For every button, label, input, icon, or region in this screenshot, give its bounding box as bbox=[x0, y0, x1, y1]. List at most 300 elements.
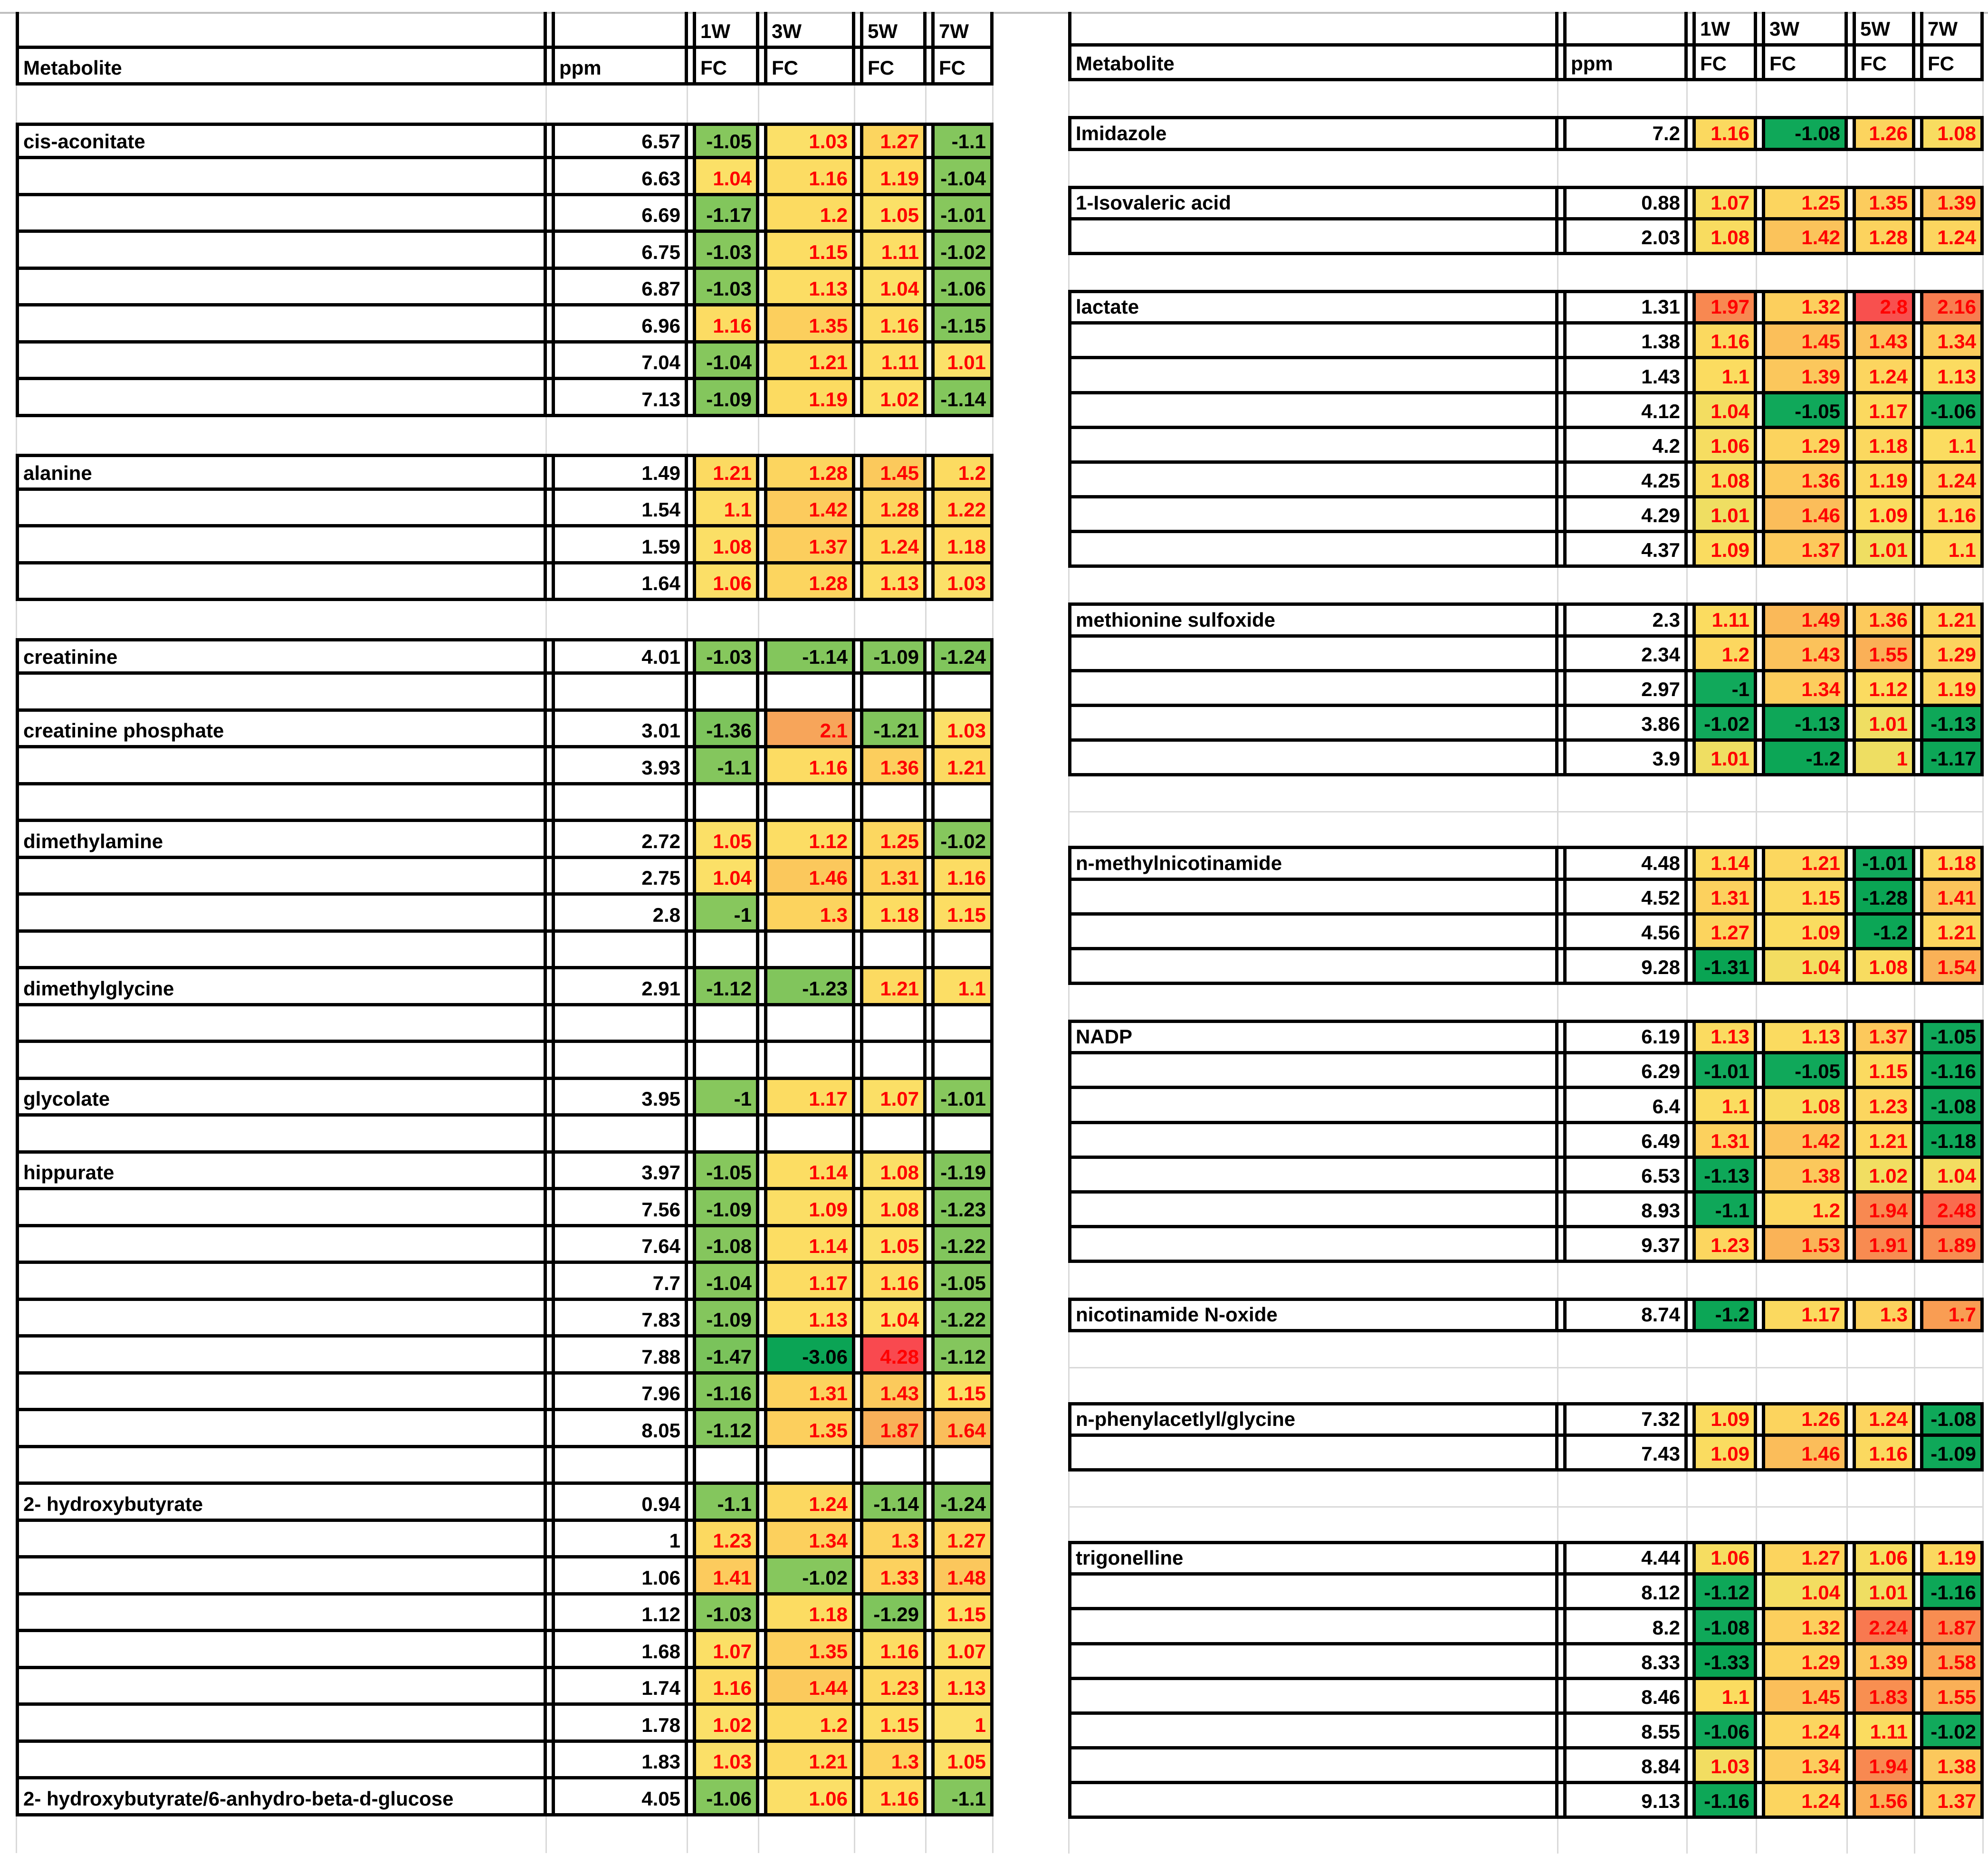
empty-cell[interactable] bbox=[1762, 81, 1848, 116]
fc-cell[interactable]: 1.01 bbox=[1853, 533, 1915, 564]
empty-cell[interactable] bbox=[693, 785, 759, 819]
fc-cell[interactable]: 1.37 bbox=[1853, 1023, 1915, 1051]
empty-cell[interactable] bbox=[931, 675, 994, 708]
metabolite-cell[interactable] bbox=[1068, 1437, 1558, 1468]
fc-cell[interactable]: 1.42 bbox=[1762, 220, 1848, 252]
empty-cell[interactable] bbox=[1762, 1819, 1848, 1854]
fc-cell[interactable]: 1.09 bbox=[1692, 533, 1757, 564]
fc-cell[interactable]: 1.09 bbox=[764, 1190, 855, 1224]
fc-cell[interactable]: 1.01 bbox=[1692, 742, 1757, 773]
ppm-cell[interactable]: 4.48 bbox=[1563, 849, 1688, 877]
empty-cell[interactable] bbox=[764, 1043, 855, 1077]
fc-cell[interactable]: -1.01 bbox=[1692, 1054, 1757, 1086]
fc-cell[interactable]: 1.11 bbox=[1853, 1715, 1915, 1746]
fc-cell[interactable]: 1.16 bbox=[931, 859, 994, 893]
ppm-cell[interactable]: 1 bbox=[552, 1522, 688, 1556]
empty-cell[interactable] bbox=[860, 1117, 927, 1150]
fc-cell[interactable]: 1.04 bbox=[1762, 1576, 1848, 1607]
ppm-cell[interactable]: 4.25 bbox=[1563, 464, 1688, 495]
fc-cell[interactable]: 1.16 bbox=[860, 1264, 927, 1298]
fc-cell[interactable]: -1.31 bbox=[1692, 950, 1757, 982]
fc-cell[interactable]: 1.09 bbox=[1692, 1437, 1757, 1468]
empty-cell[interactable] bbox=[1920, 1819, 1984, 1854]
fc-cell[interactable]: -1.23 bbox=[764, 969, 855, 1003]
fc-cell[interactable]: 1.08 bbox=[1692, 220, 1757, 252]
metabolite-cell[interactable] bbox=[1068, 394, 1558, 426]
empty-cell[interactable] bbox=[1853, 1819, 1915, 1854]
metabolite-cell[interactable] bbox=[1068, 1228, 1558, 1260]
fc-cell[interactable]: 2.1 bbox=[764, 712, 855, 745]
empty-cell[interactable] bbox=[552, 86, 688, 123]
empty-cell[interactable] bbox=[1563, 1368, 1688, 1402]
empty-cell[interactable] bbox=[1563, 1508, 1688, 1541]
ppm-cell[interactable]: 8.46 bbox=[1563, 1680, 1688, 1711]
fc-cell[interactable]: 1.13 bbox=[1762, 1023, 1848, 1051]
metabolite-header-spacer-cell[interactable] bbox=[16, 12, 547, 46]
fc-cell[interactable]: 1.3 bbox=[860, 1743, 927, 1777]
ppm-cell[interactable]: 7.96 bbox=[552, 1375, 688, 1408]
metabolite-cell[interactable] bbox=[1068, 359, 1558, 391]
empty-cell[interactable] bbox=[1853, 1508, 1915, 1541]
fc-cell[interactable]: 1.27 bbox=[1692, 916, 1757, 947]
ppm-cell[interactable]: 6.69 bbox=[552, 196, 688, 230]
metabolite-cell[interactable] bbox=[16, 748, 547, 782]
fc-cell[interactable]: -1.12 bbox=[693, 1411, 759, 1445]
empty-cell[interactable] bbox=[693, 417, 759, 454]
fc-cell[interactable]: -1.36 bbox=[693, 712, 759, 745]
empty-cell[interactable] bbox=[1762, 151, 1848, 186]
metabolite-cell[interactable] bbox=[1068, 1645, 1558, 1677]
ppm-cell[interactable]: 6.19 bbox=[1563, 1023, 1688, 1051]
empty-cell[interactable] bbox=[1563, 255, 1688, 290]
metabolite-cell[interactable] bbox=[1068, 1749, 1558, 1781]
empty-cell[interactable] bbox=[552, 1816, 688, 1854]
fc-cell[interactable]: 1.24 bbox=[860, 527, 927, 561]
fc-cell[interactable]: -1.12 bbox=[693, 969, 759, 1003]
empty-cell[interactable] bbox=[1068, 568, 1558, 602]
fc-cell[interactable]: 1.21 bbox=[1920, 606, 1984, 634]
empty-cell[interactable] bbox=[1692, 568, 1757, 602]
fc-cell[interactable]: 1.13 bbox=[764, 1301, 855, 1335]
fc-cell[interactable]: 1.21 bbox=[693, 457, 759, 487]
fc-cell[interactable]: -1.2 bbox=[1853, 916, 1915, 947]
metabolite-cell[interactable] bbox=[16, 1596, 547, 1629]
empty-cell[interactable] bbox=[1853, 1472, 1915, 1506]
fc-cell[interactable]: 1.43 bbox=[1762, 638, 1848, 669]
metabolite-cell[interactable] bbox=[16, 1522, 547, 1556]
fc-cell[interactable]: 1.16 bbox=[860, 306, 927, 340]
fc-cell[interactable]: 1.21 bbox=[931, 748, 994, 782]
empty-cell[interactable] bbox=[1762, 1263, 1848, 1298]
fc-cell[interactable]: 1.11 bbox=[1692, 606, 1757, 634]
ppm-cell[interactable]: 2.8 bbox=[552, 896, 688, 929]
ppm-cell[interactable]: 8.84 bbox=[1563, 1749, 1688, 1781]
empty-cell[interactable] bbox=[1068, 81, 1558, 116]
fc-cell[interactable]: 1.35 bbox=[764, 1632, 855, 1666]
empty-cell[interactable] bbox=[16, 675, 547, 708]
fc-cell[interactable]: -1.09 bbox=[693, 1190, 759, 1224]
fc-cell[interactable]: 1.21 bbox=[1920, 916, 1984, 947]
week-header-cell[interactable]: 3W bbox=[1762, 12, 1848, 43]
fc-cell[interactable]: 1.38 bbox=[1762, 1159, 1848, 1190]
fc-cell[interactable]: 1.31 bbox=[1692, 881, 1757, 912]
ppm-cell[interactable]: 3.93 bbox=[552, 748, 688, 782]
fc-cell[interactable]: -1.17 bbox=[1920, 742, 1984, 773]
fc-cell[interactable]: -1.1 bbox=[931, 1779, 994, 1813]
empty-cell[interactable] bbox=[693, 933, 759, 966]
fc-cell[interactable]: 1.04 bbox=[693, 159, 759, 193]
fc-cell[interactable]: -1.05 bbox=[693, 126, 759, 156]
empty-cell[interactable] bbox=[764, 1006, 855, 1040]
fc-cell[interactable]: 1.28 bbox=[860, 491, 927, 525]
fc-cell[interactable]: 1.31 bbox=[1692, 1124, 1757, 1156]
fc-cell[interactable]: 1.02 bbox=[860, 380, 927, 414]
fc-header-cell[interactable]: FC bbox=[1692, 47, 1757, 78]
ppm-cell[interactable]: 7.04 bbox=[552, 344, 688, 377]
metabolite-cell[interactable]: creatinine phosphate bbox=[16, 712, 547, 745]
fc-header-cell[interactable]: FC bbox=[764, 49, 855, 83]
empty-cell[interactable] bbox=[693, 1816, 759, 1854]
empty-cell[interactable] bbox=[931, 601, 994, 638]
fc-cell[interactable]: 1.28 bbox=[1853, 220, 1915, 252]
fc-cell[interactable]: -1.18 bbox=[1920, 1124, 1984, 1156]
fc-cell[interactable]: 1.01 bbox=[1853, 707, 1915, 738]
metabolite-cell[interactable]: dimethylamine bbox=[16, 822, 547, 856]
fc-cell[interactable]: 1.87 bbox=[1920, 1610, 1984, 1642]
metabolite-cell[interactable]: hippurate bbox=[16, 1154, 547, 1187]
fc-cell[interactable]: 1.08 bbox=[693, 527, 759, 561]
empty-cell[interactable] bbox=[860, 675, 927, 708]
ppm-cell[interactable]: 1.83 bbox=[552, 1743, 688, 1777]
fc-cell[interactable]: 1.27 bbox=[1762, 1544, 1848, 1572]
fc-cell[interactable]: 1.28 bbox=[764, 457, 855, 487]
fc-cell[interactable]: -1 bbox=[693, 1080, 759, 1114]
fc-cell[interactable]: 1.41 bbox=[693, 1558, 759, 1592]
metabolite-cell[interactable] bbox=[16, 527, 547, 561]
empty-cell[interactable] bbox=[1068, 776, 1558, 811]
fc-cell[interactable]: 1.42 bbox=[1762, 1124, 1848, 1156]
ppm-cell[interactable]: 8.55 bbox=[1563, 1715, 1688, 1746]
empty-cell[interactable] bbox=[693, 1006, 759, 1040]
fc-cell[interactable]: -1.24 bbox=[931, 641, 994, 672]
fc-cell[interactable]: 1.09 bbox=[1853, 498, 1915, 530]
fc-cell[interactable]: 1.48 bbox=[931, 1558, 994, 1592]
empty-cell[interactable] bbox=[764, 601, 855, 638]
fc-cell[interactable]: 2.24 bbox=[1853, 1610, 1915, 1642]
fc-cell[interactable]: 1.16 bbox=[693, 306, 759, 340]
fc-cell[interactable]: 1.91 bbox=[1853, 1228, 1915, 1260]
fc-cell[interactable]: 1.32 bbox=[1762, 293, 1848, 321]
metabolite-cell[interactable] bbox=[1068, 1054, 1558, 1086]
ppm-cell[interactable]: 3.95 bbox=[552, 1080, 688, 1114]
fc-cell[interactable]: 1.13 bbox=[860, 564, 927, 598]
empty-cell[interactable] bbox=[1762, 1472, 1848, 1506]
empty-cell[interactable] bbox=[693, 86, 759, 123]
empty-cell[interactable] bbox=[931, 1043, 994, 1077]
fc-cell[interactable]: -1.33 bbox=[1692, 1645, 1757, 1677]
fc-cell[interactable]: 1.38 bbox=[1920, 1749, 1984, 1781]
empty-cell[interactable] bbox=[860, 785, 927, 819]
empty-cell[interactable] bbox=[860, 1043, 927, 1077]
empty-cell[interactable] bbox=[1762, 776, 1848, 811]
empty-cell[interactable] bbox=[1563, 1472, 1688, 1506]
empty-cell[interactable] bbox=[552, 675, 688, 708]
empty-cell[interactable] bbox=[16, 86, 547, 123]
empty-cell[interactable] bbox=[764, 86, 855, 123]
ppm-cell[interactable]: 1.64 bbox=[552, 564, 688, 598]
empty-cell[interactable] bbox=[1920, 812, 1984, 846]
empty-cell[interactable] bbox=[16, 601, 547, 638]
empty-cell[interactable] bbox=[1692, 255, 1757, 290]
ppm-cell[interactable]: 8.2 bbox=[1563, 1610, 1688, 1642]
fc-cell[interactable]: -1.19 bbox=[931, 1154, 994, 1187]
fc-cell[interactable]: 1.53 bbox=[1762, 1228, 1848, 1260]
ppm-cell[interactable]: 8.74 bbox=[1563, 1301, 1688, 1329]
empty-cell[interactable] bbox=[1563, 776, 1688, 811]
metabolite-cell[interactable] bbox=[16, 859, 547, 893]
metabolite-cell[interactable] bbox=[16, 1669, 547, 1703]
fc-cell[interactable]: 1.15 bbox=[931, 896, 994, 929]
fc-cell[interactable]: 1.45 bbox=[860, 457, 927, 487]
fc-cell[interactable]: -1.28 bbox=[1853, 881, 1915, 912]
empty-cell[interactable] bbox=[1563, 985, 1688, 1020]
empty-cell[interactable] bbox=[931, 785, 994, 819]
metabolite-cell[interactable]: creatinine bbox=[16, 641, 547, 672]
empty-cell[interactable] bbox=[1068, 1263, 1558, 1298]
fc-header-cell[interactable]: FC bbox=[693, 49, 759, 83]
fc-cell[interactable]: -1.13 bbox=[1762, 707, 1848, 738]
fc-cell[interactable]: -1.09 bbox=[860, 641, 927, 672]
empty-cell[interactable] bbox=[931, 1448, 994, 1482]
week-header-cell[interactable]: 3W bbox=[764, 12, 855, 46]
fc-cell[interactable]: 1.1 bbox=[931, 969, 994, 1003]
fc-cell[interactable]: 1.06 bbox=[1692, 1544, 1757, 1572]
fc-cell[interactable]: -1.05 bbox=[931, 1264, 994, 1298]
fc-cell[interactable]: 1.34 bbox=[1762, 672, 1848, 704]
fc-cell[interactable]: 1.37 bbox=[1762, 533, 1848, 564]
empty-cell[interactable] bbox=[1563, 1819, 1688, 1854]
fc-cell[interactable]: -1.22 bbox=[931, 1301, 994, 1335]
empty-cell[interactable] bbox=[552, 785, 688, 819]
fc-cell[interactable]: 1.13 bbox=[764, 270, 855, 304]
fc-cell[interactable]: -1.21 bbox=[860, 712, 927, 745]
empty-cell[interactable] bbox=[1692, 1332, 1757, 1367]
metabolite-cell[interactable] bbox=[1068, 672, 1558, 704]
fc-cell[interactable]: 1.46 bbox=[764, 859, 855, 893]
fc-cell[interactable]: 1.26 bbox=[1762, 1405, 1848, 1434]
fc-cell[interactable]: 1.13 bbox=[931, 1669, 994, 1703]
metabolite-cell[interactable]: NADP bbox=[1068, 1023, 1558, 1051]
empty-cell[interactable] bbox=[860, 86, 927, 123]
metabolite-cell[interactable] bbox=[1068, 1610, 1558, 1642]
fc-cell[interactable]: 1.21 bbox=[764, 1743, 855, 1777]
fc-cell[interactable]: 1.16 bbox=[860, 1632, 927, 1666]
metabolite-cell[interactable] bbox=[16, 1743, 547, 1777]
fc-cell[interactable]: 1.94 bbox=[1853, 1194, 1915, 1225]
metabolite-cell[interactable] bbox=[1068, 464, 1558, 495]
fc-cell[interactable]: 1.24 bbox=[1920, 220, 1984, 252]
ppm-header-cell[interactable]: ppm bbox=[552, 49, 688, 83]
metabolite-cell[interactable] bbox=[16, 1264, 547, 1298]
empty-cell[interactable] bbox=[1563, 151, 1688, 186]
fc-cell[interactable]: -1.22 bbox=[931, 1227, 994, 1261]
fc-cell[interactable]: 1.27 bbox=[931, 1522, 994, 1556]
fc-cell[interactable]: 1.36 bbox=[1853, 606, 1915, 634]
fc-cell[interactable]: 1.1 bbox=[1692, 1680, 1757, 1711]
metabolite-cell[interactable]: dimethylglycine bbox=[16, 969, 547, 1003]
metabolite-cell[interactable] bbox=[1068, 638, 1558, 669]
fc-cell[interactable]: 1.2 bbox=[1692, 638, 1757, 669]
fc-cell[interactable]: 1.2 bbox=[764, 196, 855, 230]
fc-cell[interactable]: 1.21 bbox=[1762, 849, 1848, 877]
fc-cell[interactable]: 1.03 bbox=[931, 712, 994, 745]
fc-cell[interactable]: 1.45 bbox=[1762, 325, 1848, 356]
fc-cell[interactable]: 1.35 bbox=[764, 1411, 855, 1445]
empty-cell[interactable] bbox=[1920, 1368, 1984, 1402]
fc-cell[interactable]: 1.13 bbox=[1692, 1023, 1757, 1051]
ppm-cell[interactable]: 1.43 bbox=[1563, 359, 1688, 391]
ppm-cell[interactable]: 6.4 bbox=[1563, 1089, 1688, 1120]
fc-cell[interactable]: 1.17 bbox=[764, 1264, 855, 1298]
ppm-cell[interactable]: 6.96 bbox=[552, 306, 688, 340]
metabolite-cell[interactable] bbox=[1068, 707, 1558, 738]
empty-cell[interactable] bbox=[931, 417, 994, 454]
ppm-cell[interactable]: 8.12 bbox=[1563, 1576, 1688, 1607]
empty-cell[interactable] bbox=[1068, 255, 1558, 290]
empty-cell[interactable] bbox=[1762, 985, 1848, 1020]
empty-cell[interactable] bbox=[552, 1117, 688, 1150]
fc-header-cell[interactable]: FC bbox=[860, 49, 927, 83]
fc-cell[interactable]: 1.15 bbox=[1853, 1054, 1915, 1086]
fc-cell[interactable]: -1.03 bbox=[693, 233, 759, 267]
ppm-cell[interactable]: 8.33 bbox=[1563, 1645, 1688, 1677]
fc-cell[interactable]: 1.83 bbox=[1853, 1680, 1915, 1711]
fc-cell[interactable]: 1.97 bbox=[1692, 293, 1757, 321]
fc-cell[interactable]: -1.03 bbox=[693, 270, 759, 304]
ppm-cell[interactable]: 2.97 bbox=[1563, 672, 1688, 704]
fc-header-cell[interactable]: FC bbox=[1762, 47, 1848, 78]
fc-cell[interactable]: -3.06 bbox=[764, 1338, 855, 1371]
fc-cell[interactable]: 1.49 bbox=[1762, 606, 1848, 634]
ppm-cell[interactable]: 7.88 bbox=[552, 1338, 688, 1371]
ppm-cell[interactable]: 9.13 bbox=[1563, 1784, 1688, 1816]
empty-cell[interactable] bbox=[693, 1117, 759, 1150]
fc-cell[interactable]: 1.01 bbox=[931, 344, 994, 377]
empty-cell[interactable] bbox=[931, 1117, 994, 1150]
fc-cell[interactable]: -1.16 bbox=[1692, 1784, 1757, 1816]
metabolite-cell[interactable] bbox=[16, 196, 547, 230]
empty-cell[interactable] bbox=[931, 1816, 994, 1854]
ppm-cell[interactable]: 7.2 bbox=[1563, 119, 1688, 147]
empty-cell[interactable] bbox=[16, 933, 547, 966]
fc-cell[interactable]: -1.05 bbox=[1762, 394, 1848, 426]
empty-cell[interactable] bbox=[860, 1006, 927, 1040]
metabolite-cell[interactable] bbox=[16, 1375, 547, 1408]
fc-cell[interactable]: -1.06 bbox=[931, 270, 994, 304]
fc-cell[interactable]: 1.31 bbox=[860, 859, 927, 893]
fc-cell[interactable]: 1.08 bbox=[1920, 119, 1984, 147]
ppm-cell[interactable]: 7.43 bbox=[1563, 1437, 1688, 1468]
ppm-cell[interactable]: 6.87 bbox=[552, 270, 688, 304]
fc-cell[interactable]: -1.08 bbox=[1692, 1610, 1757, 1642]
empty-cell[interactable] bbox=[16, 1117, 547, 1150]
fc-cell[interactable]: 1.46 bbox=[1762, 1437, 1848, 1468]
fc-cell[interactable]: 1.09 bbox=[1762, 916, 1848, 947]
ppm-cell[interactable]: 2.3 bbox=[1563, 606, 1688, 634]
week-header-cell[interactable]: 7W bbox=[931, 12, 994, 46]
fc-cell[interactable]: 1.55 bbox=[1920, 1680, 1984, 1711]
empty-cell[interactable] bbox=[1853, 812, 1915, 846]
empty-cell[interactable] bbox=[1920, 776, 1984, 811]
metabolite-cell[interactable] bbox=[16, 1632, 547, 1666]
ppm-cell[interactable]: 9.28 bbox=[1563, 950, 1688, 982]
metabolite-cell[interactable] bbox=[16, 233, 547, 267]
fc-cell[interactable]: 1.09 bbox=[1692, 1405, 1757, 1434]
fc-cell[interactable]: -1.13 bbox=[1692, 1159, 1757, 1190]
ppm-cell[interactable]: 7.83 bbox=[552, 1301, 688, 1335]
ppm-cell[interactable]: 6.49 bbox=[1563, 1124, 1688, 1156]
metabolite-cell[interactable] bbox=[1068, 498, 1558, 530]
ppm-cell[interactable]: 1.49 bbox=[552, 457, 688, 487]
fc-cell[interactable]: 1.19 bbox=[860, 159, 927, 193]
fc-cell[interactable]: 4.28 bbox=[860, 1338, 927, 1371]
fc-cell[interactable]: 1.1 bbox=[1692, 1089, 1757, 1120]
fc-cell[interactable]: 1.01 bbox=[1692, 498, 1757, 530]
fc-cell[interactable]: -1.1 bbox=[693, 748, 759, 782]
fc-cell[interactable]: 1.3 bbox=[860, 1522, 927, 1556]
fc-cell[interactable]: 1.18 bbox=[1920, 849, 1984, 877]
fc-cell[interactable]: 1.58 bbox=[1920, 1645, 1984, 1677]
metabolite-cell[interactable]: n-phenylacetlyl/glycine bbox=[1068, 1405, 1558, 1434]
ppm-cell[interactable]: 1.38 bbox=[1563, 325, 1688, 356]
fc-cell[interactable]: 1.16 bbox=[693, 1669, 759, 1703]
metabolite-cell[interactable]: alanine bbox=[16, 457, 547, 487]
fc-cell[interactable]: 1.1 bbox=[1920, 429, 1984, 460]
fc-cell[interactable]: 1.55 bbox=[1853, 638, 1915, 669]
fc-cell[interactable]: -1.06 bbox=[1920, 394, 1984, 426]
ppm-cell[interactable]: 2.34 bbox=[1563, 638, 1688, 669]
empty-cell[interactable] bbox=[860, 1816, 927, 1854]
fc-cell[interactable]: -1.03 bbox=[693, 1596, 759, 1629]
empty-cell[interactable] bbox=[1692, 985, 1757, 1020]
week-header-cell[interactable]: 5W bbox=[860, 12, 927, 46]
empty-cell[interactable] bbox=[552, 1006, 688, 1040]
fc-cell[interactable]: 1.15 bbox=[860, 1706, 927, 1739]
metabolite-cell[interactable]: trigonelline bbox=[1068, 1544, 1558, 1572]
fc-cell[interactable]: 1.03 bbox=[693, 1743, 759, 1777]
empty-cell[interactable] bbox=[1920, 151, 1984, 186]
fc-cell[interactable]: -1.2 bbox=[1692, 1301, 1757, 1329]
fc-cell[interactable]: 1.15 bbox=[764, 233, 855, 267]
fc-cell[interactable]: 1.41 bbox=[1920, 881, 1984, 912]
fc-cell[interactable]: -1.04 bbox=[931, 159, 994, 193]
fc-cell[interactable]: 1.11 bbox=[860, 344, 927, 377]
fc-cell[interactable]: 1.24 bbox=[1762, 1784, 1848, 1816]
ppm-cell[interactable]: 4.12 bbox=[1563, 394, 1688, 426]
metabolite-cell[interactable] bbox=[16, 1301, 547, 1335]
empty-cell[interactable] bbox=[1762, 255, 1848, 290]
ppm-cell[interactable]: 3.86 bbox=[1563, 707, 1688, 738]
metabolite-cell[interactable] bbox=[16, 306, 547, 340]
fc-cell[interactable]: 1.94 bbox=[1853, 1749, 1915, 1781]
fc-cell[interactable]: 1.18 bbox=[1853, 429, 1915, 460]
empty-cell[interactable] bbox=[552, 1043, 688, 1077]
fc-header-cell[interactable]: FC bbox=[931, 49, 994, 83]
metabolite-cell[interactable] bbox=[1068, 1159, 1558, 1190]
ppm-cell[interactable]: 7.64 bbox=[552, 1227, 688, 1261]
empty-cell[interactable] bbox=[931, 86, 994, 123]
fc-cell[interactable]: -1.08 bbox=[1920, 1089, 1984, 1120]
